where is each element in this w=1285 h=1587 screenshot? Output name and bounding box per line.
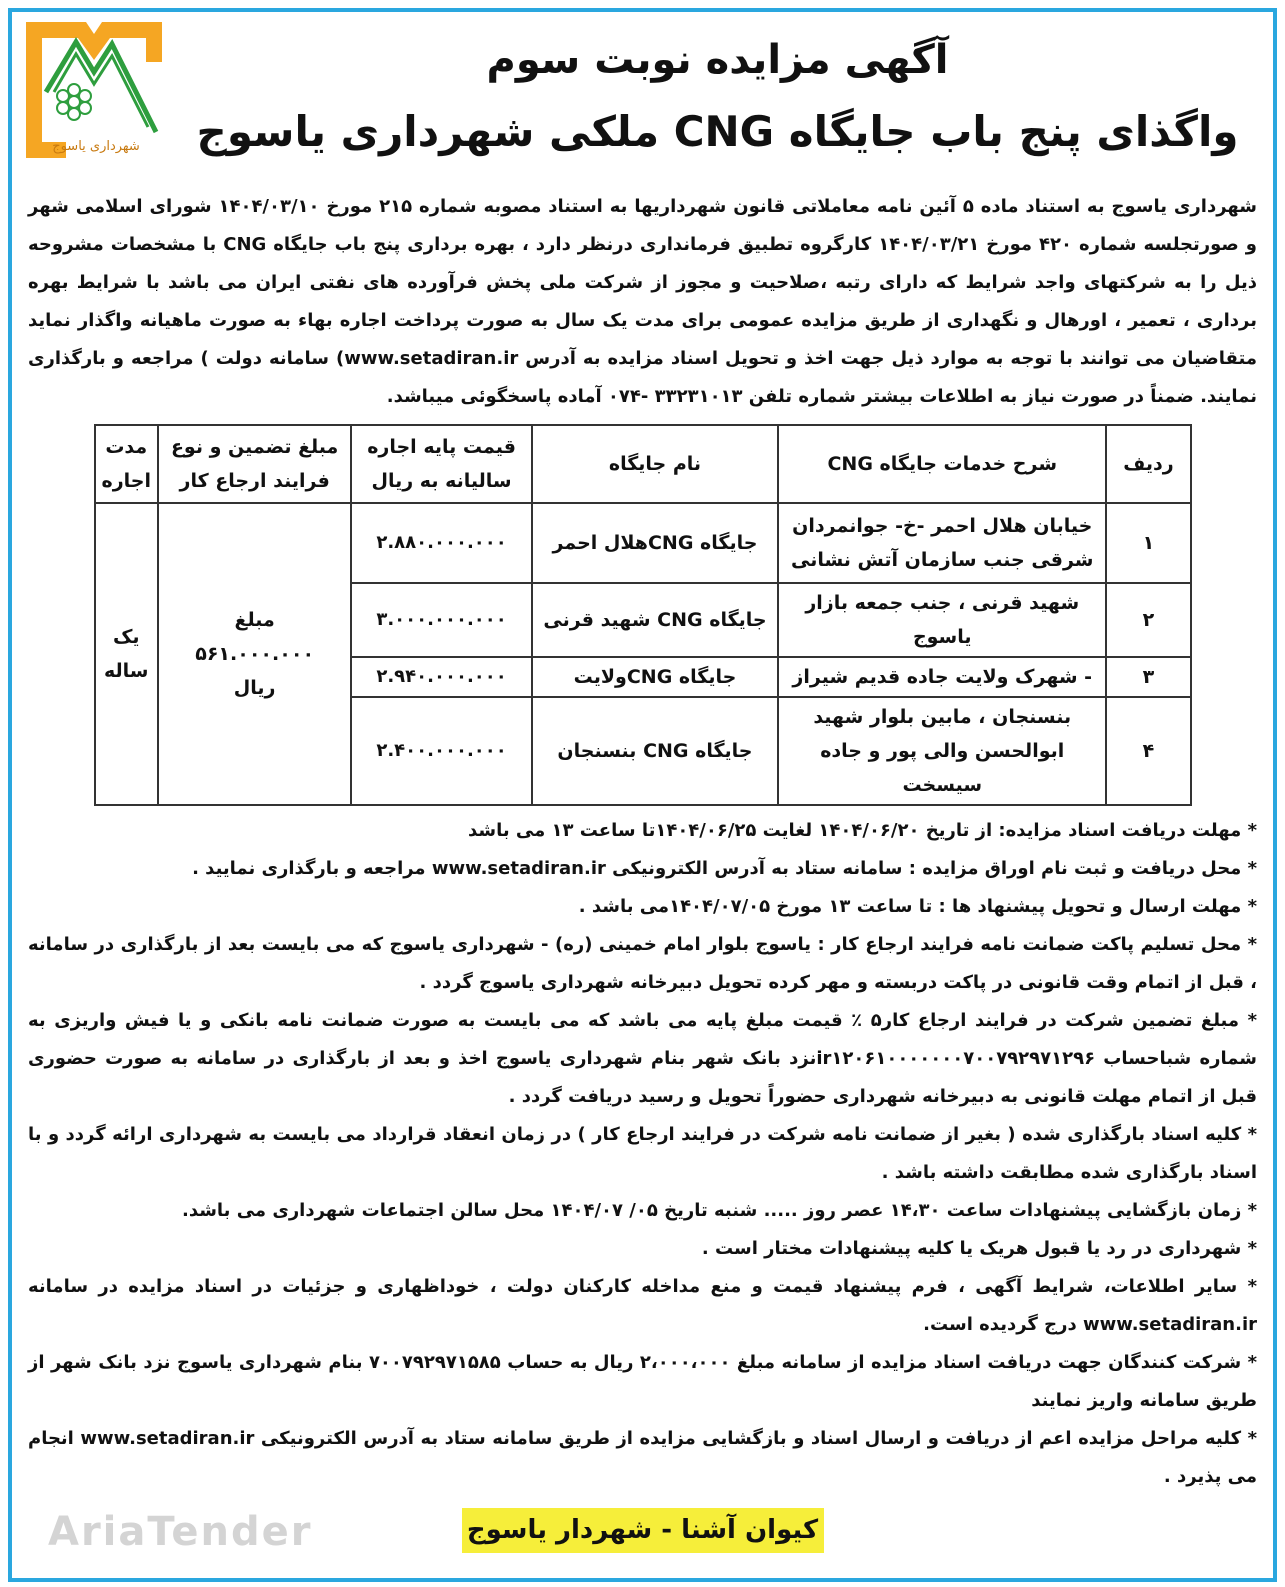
header-row-no: ردیف — [1106, 425, 1190, 503]
row-station-name: جایگاه CNG بنسنجان — [532, 697, 778, 805]
guarantee-amount: ۵۶۱.۰۰۰.۰۰۰ — [195, 643, 315, 665]
condition-item: * شرکت کنندگان جهت دریافت اسناد مزایده از سامانه مبلغ ۲،۰۰۰،۰۰۰ ریال به حساب ۷۰۰۷۹۲۹۷۱۵۸۵ بنام شهرداری یاسوج نزد بانک شهر از طریق سامانه واریز نمایند — [28, 1352, 1258, 1411]
header-duration: مدت اجاره — [95, 425, 159, 503]
condition-item: * کلیه مراحل مزایده اعم از دریافت و ارسال اسناد و بازگشایی مزایده از طریق سامانه ستاد به آدرس الکترونیکی www.setadiran.ir انجام می پذیرد . — [28, 1428, 1257, 1487]
condition-item: * محل تسلیم پاکت ضمانت نامه فرایند ارجاع کار : یاسوج بلوار امام خمینی (ره) - شهرداری یاسوج که می بایست بعد از بارگذاری در سامانه ، قبل از اتمام وقت قانونی در پاکت دربسته و مهر کرده تحویل دبیرخانه شهرداری یاسوج گردد . — [28, 934, 1257, 993]
notice-subtitle: واگذای پنج باب جایگاه CNG ملکی شهرداری یاسوج — [196, 107, 1239, 156]
condition-item: * زمان بازگشایی پیشنهادات ساعت ۱۴،۳۰ عصر روز ..... شنبه تاریخ ۰۵/ ۱۴۰۴/۰۷ محل سالن اجتماعات شهرداری می باشد. — [181, 1200, 1257, 1221]
conditions-list — [28, 812, 1257, 1496]
duration-l2: ساله — [104, 660, 149, 682]
header — [28, 20, 1257, 180]
table-header-row — [95, 425, 1191, 503]
row-no: ۱ — [1106, 503, 1190, 583]
logo-text: شهرداری یاسوج — [52, 139, 140, 154]
guarantee-cell — [158, 503, 351, 805]
condition-item: * محل دریافت و ثبت نام اوراق مزایده : سامانه ستاد به آدرس الکترونیکی www.setadiran.ir مراجعه و بارگذاری نمایید . — [192, 858, 1257, 879]
page-border — [8, 8, 1277, 1582]
row-no: ۲ — [1106, 583, 1190, 657]
duration-cell — [95, 503, 159, 805]
notice-title: آگهی مزایده نوبت سوم — [486, 37, 949, 83]
row-station-name: جایگاه CNG شهید قرنی — [532, 583, 778, 657]
condition-item: * شهرداری در رد یا قبول هریک یا کلیه پیشنهادات مختار است . — [701, 1238, 1257, 1259]
row-description: - شهرک ولایت جاده قدیم شیراز — [778, 657, 1106, 697]
municipality-logo — [26, 22, 162, 158]
footer — [28, 1508, 1257, 1564]
row-price: ۳.۰۰۰.۰۰۰.۰۰۰ — [351, 583, 532, 657]
condition-item: * کلیه اسناد بارگذاری شده ( بغیر از ضمانت نامه شرکت در فرایند ارجاع کار ) در زمان انعقاد قرارداد می بایست به شهرداری ارائه گردد و با اسناد بارگذاری شده مطابقت داشته باشد . — [28, 1124, 1257, 1183]
row-description: بنسنجان ، مابین بلوار شهید ابوالحسن والی پور و جاده سیسخت — [778, 697, 1106, 805]
row-no: ۳ — [1106, 657, 1190, 697]
row-price: ۲.۴۰۰.۰۰۰.۰۰۰ — [351, 697, 532, 805]
guarantee-label: مبلغ — [234, 609, 275, 631]
header-station-name: نام جایگاه — [532, 425, 778, 503]
row-station-name: جایگاه CNGهلال احمر — [532, 503, 778, 583]
condition-item: * مهلت ارسال و تحویل پیشنهاد ها : تا ساعت ۱۳ مورخ ۱۴۰۴/۰۷/۰۵می باشد . — [578, 896, 1257, 917]
header-description: شرح خدمات جایگاه CNG — [778, 425, 1106, 503]
duration-l1: یک — [112, 626, 140, 648]
row-price: ۲.۸۸۰.۰۰۰.۰۰۰ — [351, 503, 532, 583]
row-description: شهید قرنی ، جنب جمعه بازار یاسوج — [778, 583, 1106, 657]
row-station-name: جایگاه CNGولایت — [532, 657, 778, 697]
header-guarantee: مبلغ تضمین و نوع فرایند ارجاع کار — [158, 425, 351, 503]
table-row — [95, 503, 1191, 583]
mayor-signature: کیوان آشنا - شهردار یاسوج — [462, 1508, 824, 1553]
header-base-price: قیمت پایه اجاره سالیانه به ریال — [351, 425, 532, 503]
row-price: ۲.۹۴۰.۰۰۰.۰۰۰ — [351, 657, 532, 697]
condition-item: * سایر اطلاعات، شرایط آگهی ، فرم پیشنهاد قیمت و منع مداخله کارکنان دولت ، خوداظهاری و جزئیات در اسناد مزایده در سامانه www.setadiran.ir درج گردیده است. — [28, 1276, 1257, 1335]
stations-table — [94, 424, 1192, 806]
row-description: خیابان هلال احمر -خ- جوانمردان شرقی جنب سازمان آتش نشانی — [778, 503, 1106, 583]
intro-paragraph: شهرداری یاسوج به استناد ماده ۵ آئین نامه معاملاتی قانون شهرداریها به استناد مصوبه شماره ۲۱۵ مورخ ۱۴۰۴/۰۳/۱۰ شورای اسلامی شهر و صورتجلسه شماره ۴۲۰ مورخ ۱۴۰۴/۰۳/۲۱ کارگروه تطبیق فرمانداری درنظر دارد ، بهره برداری پنج باب جایگاه CNG با مشخصات مشروحه ذیل را به شرکتهای واجد شرایط که دارای رتبه ،صلاحیت و مجوز از شرکت ملی پخش فرآورده های نفتی ایران می باشد با شرایط بهره برداری ، تعمیر ، اورهال و نگهداری از طریق مزایده عمومی برای مدت یک سال به صورت پرداخت اجاره بهاء به صورت ماهیانه واگذار نماید متقاضیان می توانند با توجه به موارد ذیل جهت اخذ و تحویل اسناد مزایده به آدرس www.setadiran.ir) سامانه دولت ) مراجعه و بارگذاری نمایند. ضمناً در صورت نیاز به اطلاعات بیشتر شماره تلفن ۳۳۲۳۱۰۱۳ -۰۷۴ آماده پاسخگوئی میباشد. — [28, 196, 1257, 407]
condition-item: * مبلغ تضمین شرکت در فرایند ارجاع کار۵ ٪ قیمت مبلغ پایه می باشد که می بایست به صورت ضمانت نامه بانکی و یا فیش واریزی به شماره شباحساب ir۱۲۰۶۱۰۰۰۰۰۰۰۷۰۰۷۹۲۹۷۱۲۹۶نزد بانک شهر بنام شهرداری یاسوج اخذ و بعد از بارگذاری در سامانه به صورت حضوری قبل از اتمام مهلت قانونی به دبیرخانه شهرداری حضوراً تحویل و رسید دریافت گردد . — [28, 1010, 1257, 1107]
condition-item: * مهلت دریافت اسناد مزایده: از تاریخ ۱۴۰۴/۰۶/۲۰ لغایت ۱۴۰۴/۰۶/۲۵تا ساعت ۱۳ می باشد — [467, 820, 1257, 841]
guarantee-unit: ریال — [233, 677, 276, 699]
watermark: AriaTender — [48, 1509, 313, 1555]
row-no: ۴ — [1106, 697, 1190, 805]
